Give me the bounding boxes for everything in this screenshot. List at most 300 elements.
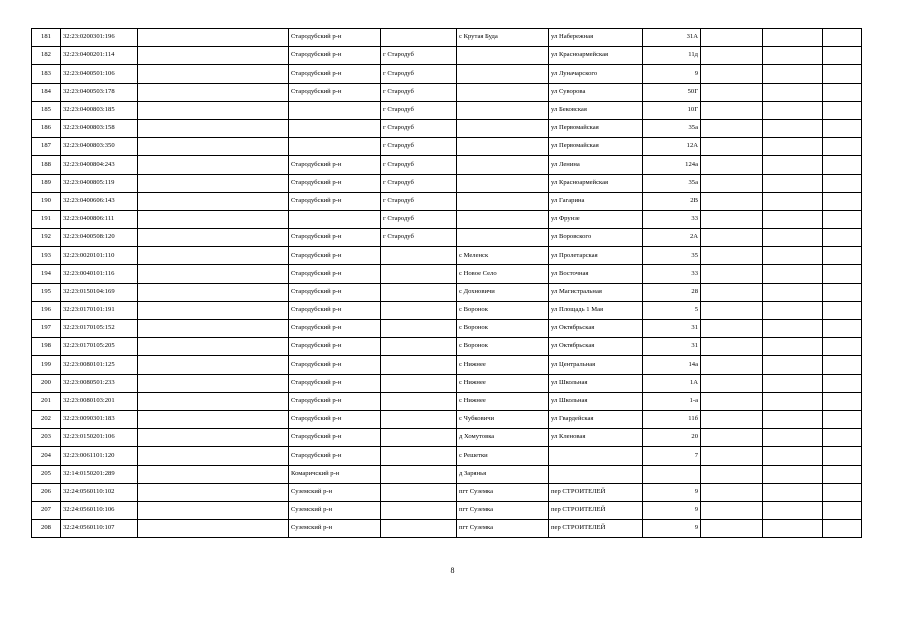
- extra-1-cell: [701, 156, 763, 174]
- row-number-cell: 200: [32, 374, 61, 392]
- house-number-cell: 1А: [643, 374, 701, 392]
- table-row: [32, 447, 862, 465]
- house-number-cell: 35: [643, 247, 701, 265]
- street-cell: ул Красноармейская: [549, 47, 643, 65]
- extra-3-cell: [823, 192, 862, 210]
- extra-2-cell: [763, 410, 823, 428]
- extra-3-cell: [823, 156, 862, 174]
- district-cell: [289, 101, 381, 119]
- district-cell: Стародубский р-н: [289, 283, 381, 301]
- cadastral-number-cell: 32:23:0400804:243: [61, 156, 138, 174]
- district-cell: Стародубский р-н: [289, 156, 381, 174]
- row-number-cell: 201: [32, 392, 61, 410]
- row-number-cell: 188: [32, 156, 61, 174]
- description-cell: [138, 283, 289, 301]
- extra-3-cell: [823, 101, 862, 119]
- description-cell: [138, 501, 289, 519]
- extra-2-cell: [763, 283, 823, 301]
- row-number-cell: 181: [32, 29, 61, 47]
- district-cell: Стародубский р-н: [289, 301, 381, 319]
- settlement-cell: [457, 138, 549, 156]
- table-row: [32, 320, 862, 338]
- extra-2-cell: [763, 83, 823, 101]
- extra-1-cell: [701, 501, 763, 519]
- district-cell: Стародубский р-н: [289, 392, 381, 410]
- extra-1-cell: [701, 119, 763, 137]
- district-cell: Стародубский р-н: [289, 410, 381, 428]
- extra-2-cell: [763, 210, 823, 228]
- street-cell: ул Кленовая: [549, 429, 643, 447]
- street-cell: ул Школьная: [549, 392, 643, 410]
- city-cell: [381, 447, 457, 465]
- description-cell: [138, 374, 289, 392]
- city-cell: г Стародуб: [381, 47, 457, 65]
- extra-1-cell: [701, 174, 763, 192]
- street-cell: ул Восточная: [549, 265, 643, 283]
- extra-3-cell: [823, 392, 862, 410]
- description-cell: [138, 83, 289, 101]
- extra-2-cell: [763, 101, 823, 119]
- cadastral-number-cell: 32:23:0150104:169: [61, 283, 138, 301]
- extra-2-cell: [763, 374, 823, 392]
- row-number-cell: 189: [32, 174, 61, 192]
- cadastral-number-cell: 32:23:0400201:114: [61, 47, 138, 65]
- extra-1-cell: [701, 29, 763, 47]
- extra-2-cell: [763, 447, 823, 465]
- row-number-cell: 186: [32, 119, 61, 137]
- description-cell: [138, 447, 289, 465]
- table-row: [32, 65, 862, 83]
- description-cell: [138, 101, 289, 119]
- house-number-cell: 28: [643, 283, 701, 301]
- row-number-cell: 202: [32, 410, 61, 428]
- street-cell: пер СТРОИТЕЛЕЙ: [549, 501, 643, 519]
- house-number-cell: 33: [643, 265, 701, 283]
- extra-1-cell: [701, 520, 763, 538]
- extra-2-cell: [763, 29, 823, 47]
- extra-1-cell: [701, 283, 763, 301]
- city-cell: [381, 265, 457, 283]
- city-cell: [381, 283, 457, 301]
- house-number-cell: 2А: [643, 229, 701, 247]
- cadastral-number-cell: 32:23:0150201:106: [61, 429, 138, 447]
- extra-3-cell: [823, 447, 862, 465]
- cadastral-number-cell: 32:23:0020101:110: [61, 247, 138, 265]
- cadastral-number-cell: 32:23:0400806:111: [61, 210, 138, 228]
- extra-3-cell: [823, 356, 862, 374]
- cadastral-number-cell: 32:23:0080501:233: [61, 374, 138, 392]
- street-cell: пер СТРОИТЕЛЕЙ: [549, 520, 643, 538]
- street-cell: ул Магистральная: [549, 283, 643, 301]
- street-cell: ул Бековская: [549, 101, 643, 119]
- cadastral-number-cell: 32:23:0061101:120: [61, 447, 138, 465]
- table-row: [32, 265, 862, 283]
- extra-1-cell: [701, 247, 763, 265]
- table-row: [32, 210, 862, 228]
- description-cell: [138, 301, 289, 319]
- table-row: [32, 374, 862, 392]
- settlement-cell: с Нижнее: [457, 392, 549, 410]
- extra-3-cell: [823, 338, 862, 356]
- row-number-cell: 197: [32, 320, 61, 338]
- city-cell: [381, 429, 457, 447]
- district-cell: [289, 210, 381, 228]
- extra-2-cell: [763, 47, 823, 65]
- description-cell: [138, 465, 289, 483]
- extra-1-cell: [701, 65, 763, 83]
- extra-1-cell: [701, 265, 763, 283]
- extra-3-cell: [823, 374, 862, 392]
- city-cell: г Стародуб: [381, 119, 457, 137]
- cadastral-number-cell: 32:23:0170101:191: [61, 301, 138, 319]
- row-number-cell: 203: [32, 429, 61, 447]
- extra-2-cell: [763, 356, 823, 374]
- description-cell: [138, 265, 289, 283]
- description-cell: [138, 520, 289, 538]
- row-number-cell: 192: [32, 229, 61, 247]
- district-cell: Стародубский р-н: [289, 429, 381, 447]
- city-cell: г Стародуб: [381, 174, 457, 192]
- settlement-cell: пгт Суземка: [457, 483, 549, 501]
- settlement-cell: с Чубковичи: [457, 410, 549, 428]
- extra-2-cell: [763, 429, 823, 447]
- cadastral-number-cell: 32:23:0400606:143: [61, 192, 138, 210]
- table-row: [32, 301, 862, 319]
- city-cell: г Стародуб: [381, 138, 457, 156]
- district-cell: [289, 119, 381, 137]
- extra-1-cell: [701, 192, 763, 210]
- cadastral-number-cell: 32:23:0400803:350: [61, 138, 138, 156]
- extra-2-cell: [763, 138, 823, 156]
- house-number-cell: 31: [643, 338, 701, 356]
- house-number-cell: 10Г: [643, 101, 701, 119]
- settlement-cell: с Дохновичи: [457, 283, 549, 301]
- extra-3-cell: [823, 119, 862, 137]
- table-row: [32, 174, 862, 192]
- house-number-cell: 7: [643, 447, 701, 465]
- city-cell: [381, 483, 457, 501]
- house-number-cell: 9: [643, 520, 701, 538]
- house-number-cell: 9: [643, 65, 701, 83]
- register-table: [31, 28, 862, 538]
- row-number-cell: 194: [32, 265, 61, 283]
- house-number-cell: [643, 465, 701, 483]
- street-cell: ул Школьная: [549, 374, 643, 392]
- settlement-cell: с Воронок: [457, 320, 549, 338]
- table-row: [32, 156, 862, 174]
- city-cell: [381, 320, 457, 338]
- house-number-cell: 35а: [643, 119, 701, 137]
- settlement-cell: [457, 101, 549, 119]
- settlement-cell: [457, 156, 549, 174]
- street-cell: ул Первомайская: [549, 138, 643, 156]
- district-cell: Суземский р-н: [289, 501, 381, 519]
- city-cell: [381, 520, 457, 538]
- city-cell: [381, 392, 457, 410]
- district-cell: Стародубский р-н: [289, 247, 381, 265]
- extra-1-cell: [701, 392, 763, 410]
- house-number-cell: 2В: [643, 192, 701, 210]
- house-number-cell: 9: [643, 483, 701, 501]
- city-cell: г Стародуб: [381, 83, 457, 101]
- cadastral-number-cell: 32:23:0400503:178: [61, 83, 138, 101]
- settlement-cell: пгт Суземка: [457, 501, 549, 519]
- row-number-cell: 184: [32, 83, 61, 101]
- street-cell: ул Гвардейская: [549, 410, 643, 428]
- extra-3-cell: [823, 301, 862, 319]
- cadastral-number-cell: 32:23:0400501:106: [61, 65, 138, 83]
- extra-2-cell: [763, 265, 823, 283]
- table-row: [32, 247, 862, 265]
- table-row: [32, 119, 862, 137]
- city-cell: г Стародуб: [381, 210, 457, 228]
- extra-1-cell: [701, 483, 763, 501]
- extra-3-cell: [823, 501, 862, 519]
- house-number-cell: 11д: [643, 47, 701, 65]
- extra-2-cell: [763, 192, 823, 210]
- row-number-cell: 190: [32, 192, 61, 210]
- extra-2-cell: [763, 229, 823, 247]
- extra-1-cell: [701, 101, 763, 119]
- table-row: [32, 47, 862, 65]
- street-cell: ул Луначарского: [549, 65, 643, 83]
- row-number-cell: 191: [32, 210, 61, 228]
- extra-1-cell: [701, 47, 763, 65]
- house-number-cell: 1-а: [643, 392, 701, 410]
- extra-1-cell: [701, 465, 763, 483]
- district-cell: Стародубский р-н: [289, 192, 381, 210]
- row-number-cell: 195: [32, 283, 61, 301]
- table-row: [32, 338, 862, 356]
- city-cell: г Стародуб: [381, 192, 457, 210]
- extra-1-cell: [701, 301, 763, 319]
- city-cell: [381, 465, 457, 483]
- district-cell: Стародубский р-н: [289, 356, 381, 374]
- row-number-cell: 198: [32, 338, 61, 356]
- cadastral-number-cell: 32:14:0150201:289: [61, 465, 138, 483]
- row-number-cell: 182: [32, 47, 61, 65]
- description-cell: [138, 138, 289, 156]
- table-row: [32, 101, 862, 119]
- description-cell: [138, 483, 289, 501]
- city-cell: [381, 374, 457, 392]
- extra-2-cell: [763, 119, 823, 137]
- page-number: 8: [450, 566, 455, 575]
- settlement-cell: с Воронок: [457, 301, 549, 319]
- row-number-cell: 205: [32, 465, 61, 483]
- description-cell: [138, 429, 289, 447]
- street-cell: ул Центральная: [549, 356, 643, 374]
- city-cell: г Стародуб: [381, 101, 457, 119]
- extra-3-cell: [823, 229, 862, 247]
- settlement-cell: [457, 229, 549, 247]
- settlement-cell: с Меленск: [457, 247, 549, 265]
- house-number-cell: 31: [643, 320, 701, 338]
- street-cell: [549, 447, 643, 465]
- extra-2-cell: [763, 501, 823, 519]
- description-cell: [138, 29, 289, 47]
- cadastral-number-cell: 32:23:0400803:158: [61, 119, 138, 137]
- extra-3-cell: [823, 483, 862, 501]
- house-number-cell: 124а: [643, 156, 701, 174]
- extra-3-cell: [823, 465, 862, 483]
- district-cell: Стародубский р-н: [289, 29, 381, 47]
- district-cell: Стародубский р-н: [289, 229, 381, 247]
- city-cell: [381, 338, 457, 356]
- row-number-cell: 183: [32, 65, 61, 83]
- house-number-cell: 33: [643, 210, 701, 228]
- cadastral-number-cell: 32:23:0170105:152: [61, 320, 138, 338]
- extra-3-cell: [823, 83, 862, 101]
- description-cell: [138, 156, 289, 174]
- row-number-cell: 196: [32, 301, 61, 319]
- table-row: [32, 229, 862, 247]
- description-cell: [138, 410, 289, 428]
- description-cell: [138, 392, 289, 410]
- extra-2-cell: [763, 392, 823, 410]
- city-cell: [381, 301, 457, 319]
- row-number-cell: 199: [32, 356, 61, 374]
- extra-3-cell: [823, 410, 862, 428]
- street-cell: ул Пролетарская: [549, 247, 643, 265]
- extra-3-cell: [823, 210, 862, 228]
- extra-3-cell: [823, 174, 862, 192]
- extra-3-cell: [823, 247, 862, 265]
- table-row: [32, 483, 862, 501]
- settlement-cell: пгт Суземка: [457, 520, 549, 538]
- district-cell: Комаричский р-н: [289, 465, 381, 483]
- table-row: [32, 138, 862, 156]
- cadastral-number-cell: 32:23:0040101:116: [61, 265, 138, 283]
- table-body: [32, 29, 862, 538]
- settlement-cell: с Решетки: [457, 447, 549, 465]
- extra-2-cell: [763, 301, 823, 319]
- city-cell: г Стародуб: [381, 65, 457, 83]
- table-row: [32, 192, 862, 210]
- settlement-cell: [457, 174, 549, 192]
- street-cell: ул Октябрьская: [549, 338, 643, 356]
- cadastral-number-cell: 32:23:0400805:119: [61, 174, 138, 192]
- extra-1-cell: [701, 338, 763, 356]
- row-number-cell: 208: [32, 520, 61, 538]
- house-number-cell: 5: [643, 301, 701, 319]
- street-cell: ул Набережная: [549, 29, 643, 47]
- row-number-cell: 187: [32, 138, 61, 156]
- settlement-cell: [457, 47, 549, 65]
- cadastral-number-cell: 32:23:0170105:205: [61, 338, 138, 356]
- street-cell: ул Красноармейская: [549, 174, 643, 192]
- settlement-cell: [457, 119, 549, 137]
- description-cell: [138, 174, 289, 192]
- district-cell: Стародубский р-н: [289, 47, 381, 65]
- city-cell: [381, 247, 457, 265]
- extra-2-cell: [763, 247, 823, 265]
- description-cell: [138, 247, 289, 265]
- description-cell: [138, 47, 289, 65]
- district-cell: Стародубский р-н: [289, 83, 381, 101]
- extra-2-cell: [763, 520, 823, 538]
- cadastral-number-cell: 32:23:0090301:183: [61, 410, 138, 428]
- extra-1-cell: [701, 447, 763, 465]
- city-cell: [381, 501, 457, 519]
- street-cell: ул Фрунзе: [549, 210, 643, 228]
- street-cell: [549, 465, 643, 483]
- description-cell: [138, 356, 289, 374]
- extra-1-cell: [701, 210, 763, 228]
- extra-3-cell: [823, 283, 862, 301]
- street-cell: ул Ленина: [549, 156, 643, 174]
- settlement-cell: с Воронок: [457, 338, 549, 356]
- cadastral-number-cell: 32:23:0080103:201: [61, 392, 138, 410]
- table-row: [32, 520, 862, 538]
- description-cell: [138, 338, 289, 356]
- extra-2-cell: [763, 174, 823, 192]
- extra-3-cell: [823, 29, 862, 47]
- table-row: [32, 83, 862, 101]
- house-number-cell: 50Г: [643, 83, 701, 101]
- table-row: [32, 283, 862, 301]
- street-cell: ул Воровского: [549, 229, 643, 247]
- extra-3-cell: [823, 47, 862, 65]
- district-cell: Стародубский р-н: [289, 265, 381, 283]
- cadastral-number-cell: 32:24:0560110:106: [61, 501, 138, 519]
- house-number-cell: 14а: [643, 356, 701, 374]
- district-cell: Стародубский р-н: [289, 374, 381, 392]
- city-cell: г Стародуб: [381, 156, 457, 174]
- street-cell: пер СТРОИТЕЛЕЙ: [549, 483, 643, 501]
- description-cell: [138, 65, 289, 83]
- extra-2-cell: [763, 483, 823, 501]
- street-cell: ул Октябрьская: [549, 320, 643, 338]
- house-number-cell: 12А: [643, 138, 701, 156]
- house-number-cell: 9: [643, 501, 701, 519]
- district-cell: Суземский р-н: [289, 483, 381, 501]
- settlement-cell: с Крутая Буда: [457, 29, 549, 47]
- extra-1-cell: [701, 83, 763, 101]
- extra-1-cell: [701, 374, 763, 392]
- description-cell: [138, 210, 289, 228]
- district-cell: [289, 138, 381, 156]
- row-number-cell: 206: [32, 483, 61, 501]
- description-cell: [138, 192, 289, 210]
- district-cell: Стародубский р-н: [289, 338, 381, 356]
- table-row: [32, 429, 862, 447]
- extra-3-cell: [823, 520, 862, 538]
- house-number-cell: 20: [643, 429, 701, 447]
- row-number-cell: 185: [32, 101, 61, 119]
- cadastral-number-cell: 32:24:0560110:107: [61, 520, 138, 538]
- extra-2-cell: [763, 338, 823, 356]
- district-cell: Стародубский р-н: [289, 320, 381, 338]
- settlement-cell: [457, 65, 549, 83]
- description-cell: [138, 119, 289, 137]
- cadastral-number-cell: 32:23:0400508:120: [61, 229, 138, 247]
- row-number-cell: 207: [32, 501, 61, 519]
- district-cell: Стародубский р-н: [289, 447, 381, 465]
- extra-3-cell: [823, 320, 862, 338]
- district-cell: Стародубский р-н: [289, 65, 381, 83]
- cadastral-number-cell: 32:23:0080101:125: [61, 356, 138, 374]
- row-number-cell: 204: [32, 447, 61, 465]
- extra-3-cell: [823, 429, 862, 447]
- extra-1-cell: [701, 229, 763, 247]
- table-row: [32, 501, 862, 519]
- extra-2-cell: [763, 65, 823, 83]
- house-number-cell: 31А: [643, 29, 701, 47]
- city-cell: [381, 410, 457, 428]
- street-cell: ул Гагарина: [549, 192, 643, 210]
- city-cell: г Стародуб: [381, 229, 457, 247]
